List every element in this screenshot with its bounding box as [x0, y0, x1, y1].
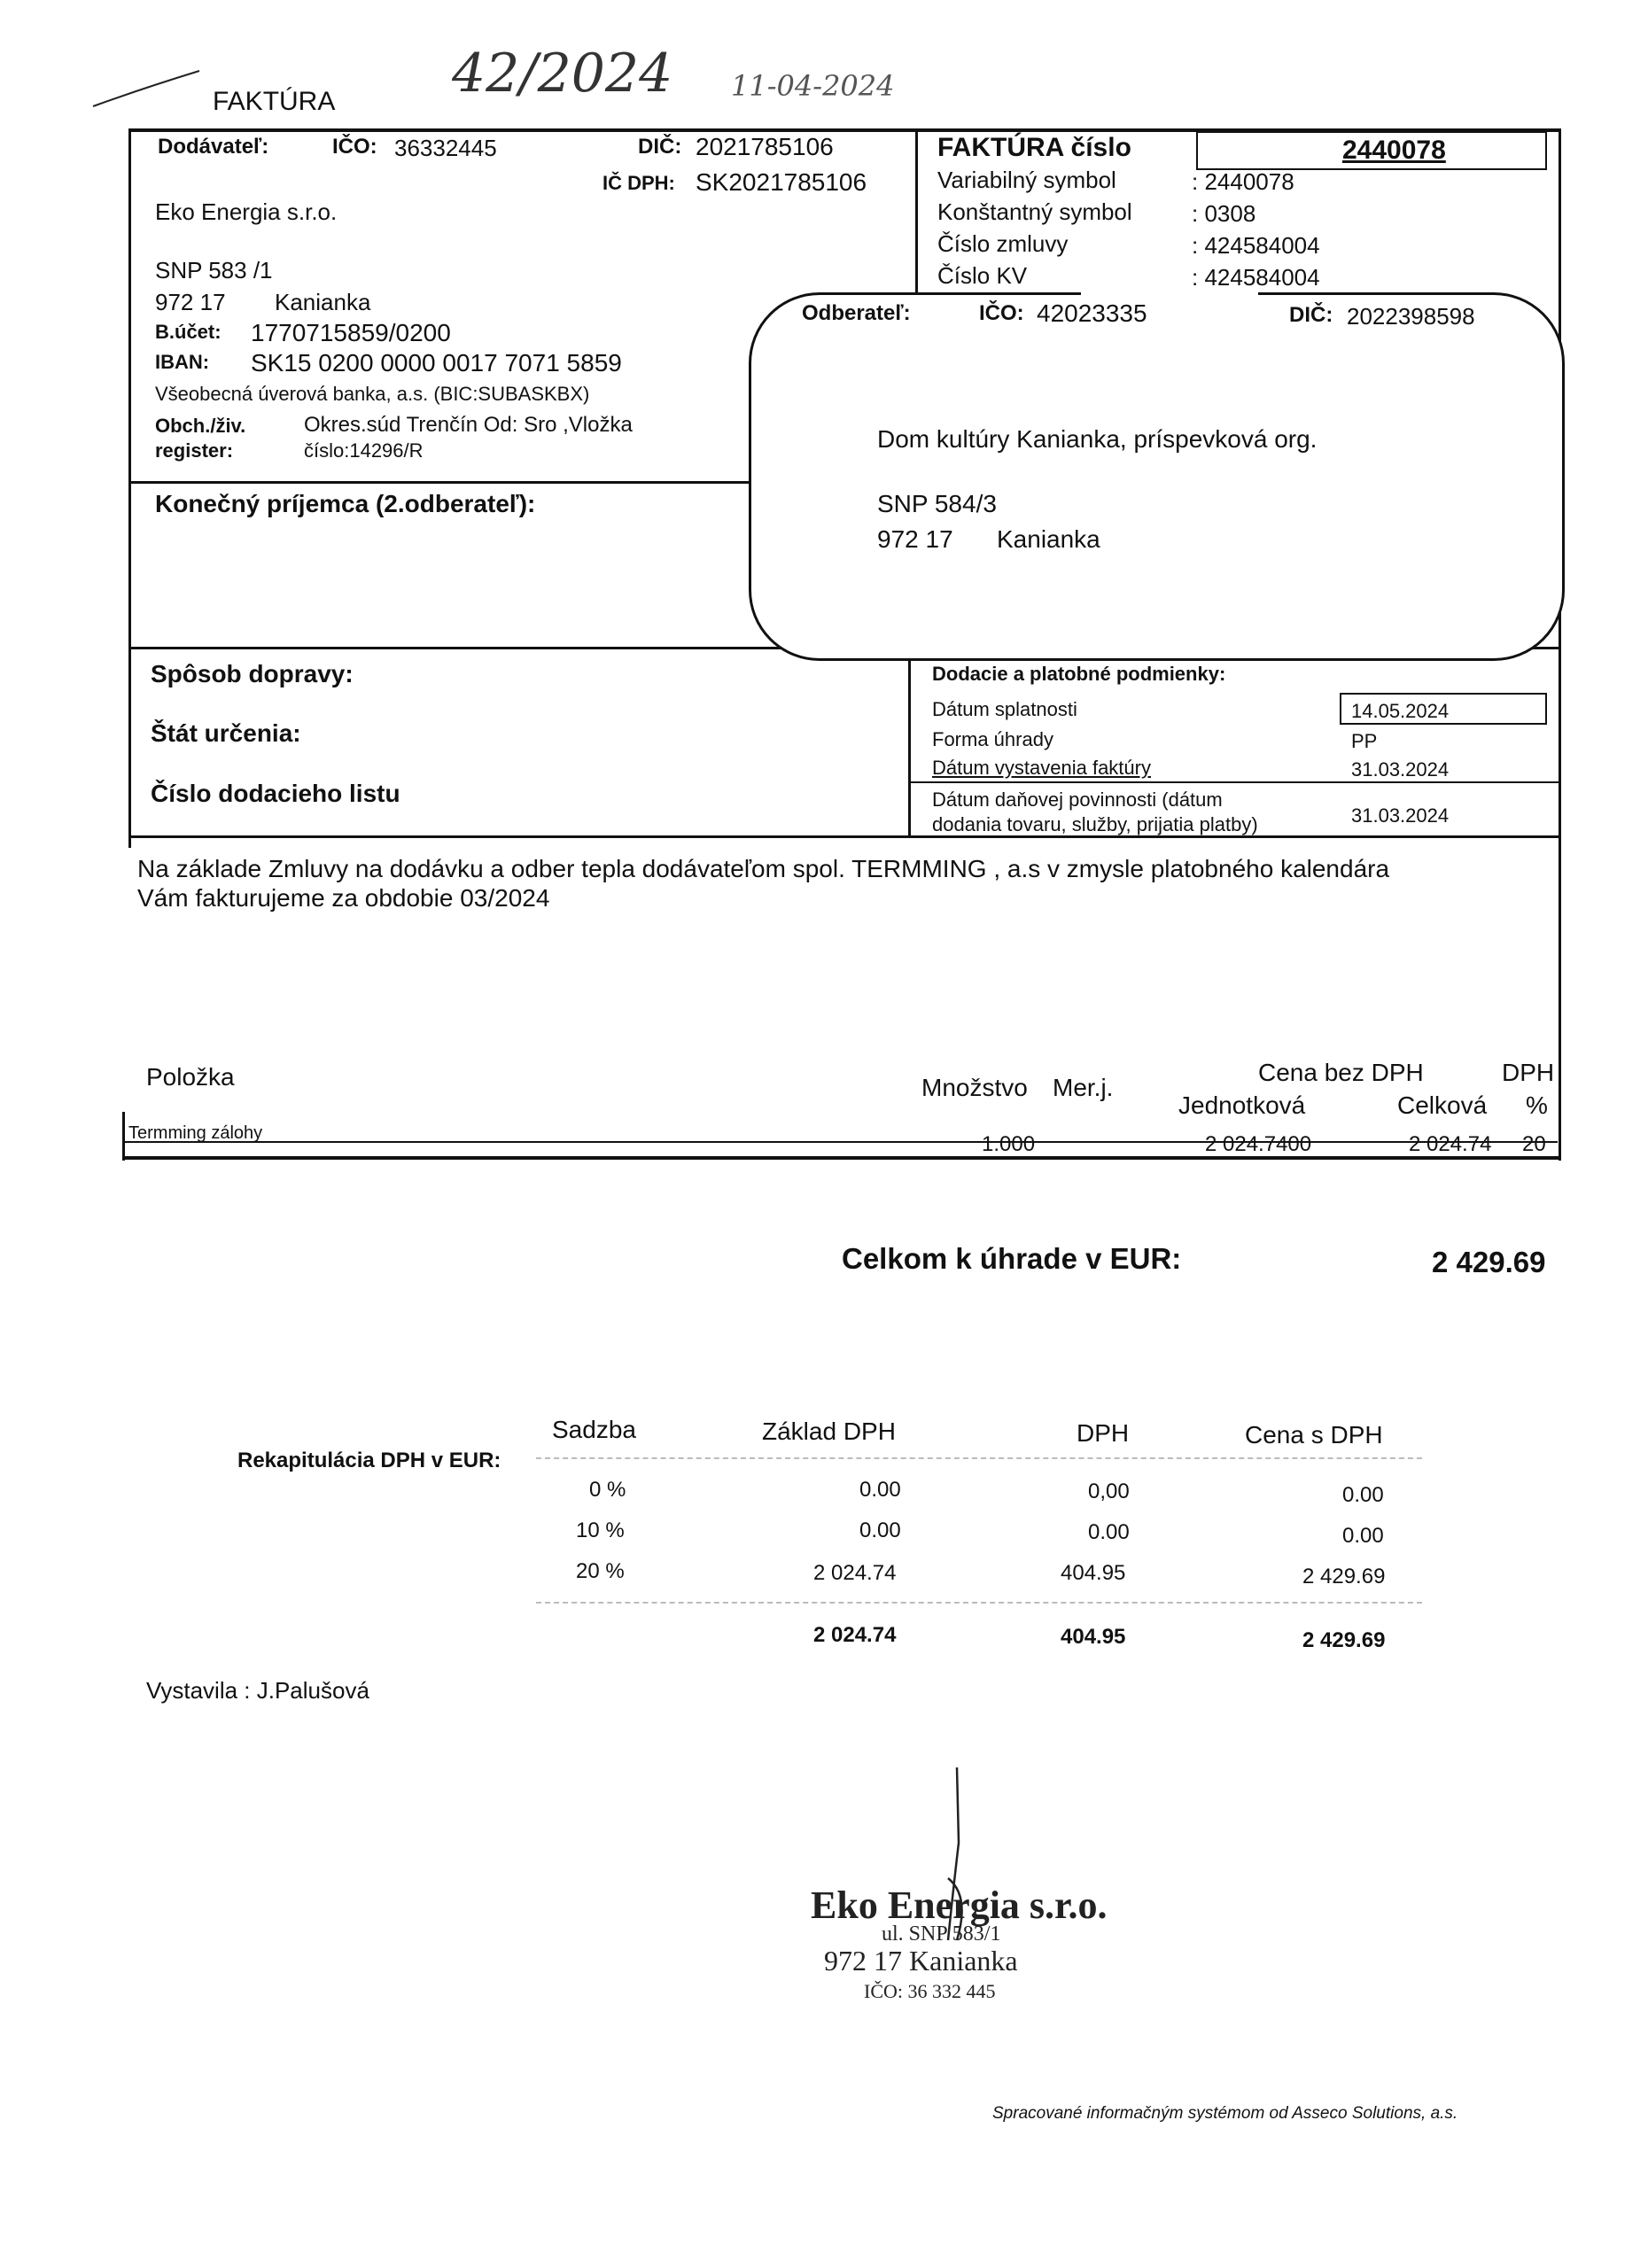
items-row-line	[122, 1141, 1558, 1143]
issue-date: 31.03.2024	[1351, 758, 1450, 781]
items-left-line	[122, 1112, 125, 1161]
customer-label: Odberateľ:	[802, 301, 911, 325]
recap-vat-2: 404.95	[1061, 1561, 1126, 1585]
stamp-street: ul. SNP 583/1	[882, 1922, 1001, 1946]
stamp-city: 972 17 Kanianka	[824, 1945, 1018, 1977]
recap-base-0: 0.00	[859, 1478, 901, 1502]
recap-label: Rekapitulácia DPH v EUR:	[237, 1449, 501, 1472]
supplier-account-label: B.účet:	[155, 321, 222, 343]
recap-header-vat: DPH	[1077, 1419, 1130, 1447]
total-value: 2 429.69	[1432, 1246, 1546, 1278]
supplier-register-value-2: číslo:14296/R	[304, 439, 424, 462]
received-stamp-date: 11-04-2024	[731, 69, 895, 103]
destination-state-label: Štát určenia:	[151, 719, 301, 747]
supplier-ico: 36332445	[394, 135, 497, 161]
contract-number-value: : 424584004	[1192, 232, 1320, 259]
total-label: Celkom k úhrade v EUR:	[842, 1242, 1182, 1275]
recap-vat-1: 0.00	[1088, 1520, 1130, 1544]
customer-dic-label: DIČ:	[1289, 303, 1333, 327]
tax-date-label-2: dodania tovaru, služby, prijatia platby)	[932, 813, 1258, 835]
kv-number-value: : 424584004	[1192, 264, 1320, 291]
terms-title: Dodacie a platobné podmienky:	[932, 663, 1226, 685]
due-date-label: Dátum splatnosti	[932, 698, 1077, 720]
issued-by: Vystavila : J.Palušová	[146, 1677, 369, 1704]
pen-stroke-mark	[89, 62, 204, 115]
invoice-number: 2440078	[1342, 136, 1446, 165]
terms-divider	[908, 647, 911, 837]
contract-number-label: Číslo zmluvy	[937, 230, 1069, 257]
customer-name: Dom kultúry Kanianka, príspevková org.	[877, 425, 1318, 453]
supplier-iban: SK15 0200 0000 0017 7071 5859	[251, 349, 622, 377]
document-title: FAKTÚRA	[213, 87, 336, 116]
customer-ico: 42023335	[1037, 299, 1147, 327]
recap-rate-1: 10 %	[576, 1518, 625, 1542]
col-qty-header: Množstvo	[921, 1074, 1028, 1101]
variable-symbol-value: : 2440078	[1192, 168, 1294, 195]
customer-ico-label: IČO:	[979, 301, 1024, 325]
issue-date-label: Dátum vystavenia faktúry	[932, 757, 1151, 779]
item-name: Termming zálohy	[128, 1123, 263, 1143]
final-recipient-label: Konečný príjemca (2.odberateľ):	[155, 490, 536, 517]
col-unit-price-header: Jednotková	[1178, 1091, 1306, 1119]
handwritten-number: 42/2024	[452, 43, 673, 105]
invoice-number-label: FAKTÚRA číslo	[937, 133, 1131, 162]
item-vat: 20	[1522, 1132, 1546, 1156]
tax-date: 31.03.2024	[1351, 804, 1450, 827]
recap-base-2: 2 024.74	[813, 1561, 897, 1585]
supplier-dic-label: DIČ:	[638, 135, 682, 159]
supplier-account: 1770715859/0200	[251, 319, 451, 346]
supplier-city: Kanianka	[275, 289, 371, 315]
supplier-ico-label: IČO:	[332, 135, 377, 159]
customer-dic: 2022398598	[1347, 303, 1475, 330]
supplier-register-label-1: Obch./živ.	[155, 415, 246, 437]
supplier-label: Dodávateľ:	[158, 135, 269, 159]
tax-date-label-1: Dátum daňovej povinnosti (dátum	[932, 788, 1223, 811]
recap-rate-0: 0 %	[589, 1478, 626, 1502]
col-vat-header: DPH	[1502, 1059, 1555, 1086]
recap-header-divider	[536, 1457, 1422, 1459]
recap-header-gross: Cena s DPH	[1245, 1421, 1383, 1449]
supplier-icdph-label: IČ DPH:	[602, 172, 675, 194]
recap-gross-1: 0.00	[1342, 1524, 1384, 1548]
recap-sum-vat: 404.95	[1061, 1625, 1126, 1649]
item-unit-price: 2 024.7400	[1205, 1132, 1312, 1156]
supplier-dic: 2021785106	[696, 133, 834, 160]
footer-note: Spracované informačným systémom od Asseco Solutions, a.s.	[992, 2104, 1458, 2123]
item-qty: 1.000	[982, 1132, 1036, 1156]
supplier-register-label-2: register:	[155, 439, 234, 462]
recap-header-rate: Sadzba	[552, 1416, 636, 1443]
supplier-register-value-1: Okres.súd Trenčín Od: Sro ,Vložka	[304, 413, 633, 437]
recap-gross-0: 0.00	[1342, 1483, 1384, 1507]
recap-header-base: Základ DPH	[762, 1418, 896, 1445]
customer-street: SNP 584/3	[877, 490, 997, 517]
col-item-header: Položka	[146, 1063, 235, 1091]
customer-box	[749, 292, 1565, 661]
register-divider	[128, 481, 758, 484]
due-date: 14.05.2024	[1351, 700, 1450, 722]
recap-sum-divider	[536, 1602, 1422, 1604]
constant-symbol-label: Konštantný symbol	[937, 198, 1132, 225]
delivery-note-label: Číslo dodacieho listu	[151, 780, 400, 807]
customer-zip: 972 17	[877, 525, 953, 553]
col-unit-header: Mer.j.	[1053, 1074, 1114, 1101]
recap-vat-0: 0,00	[1088, 1480, 1130, 1503]
customer-city: Kanianka	[997, 525, 1100, 553]
col-pct-header: %	[1526, 1091, 1548, 1119]
stamp-company: Eko Energia s.r.o.	[811, 1884, 1108, 1927]
kv-number-label: Číslo KV	[937, 262, 1028, 289]
items-bottom-line	[122, 1156, 1561, 1160]
col-price-header: Cena bez DPH	[1258, 1059, 1424, 1086]
supplier-name: Eko Energia s.r.o.	[155, 198, 338, 225]
supplier-iban-label: IBAN:	[155, 351, 210, 373]
item-total: 2 024.74	[1409, 1132, 1492, 1156]
frame-left-line	[128, 128, 131, 848]
recap-rate-2: 20 %	[576, 1559, 625, 1583]
transport-label: Spôsob dopravy:	[151, 660, 354, 687]
supplier-street: SNP 583 /1	[155, 257, 273, 284]
recap-sum-gross: 2 429.69	[1302, 1628, 1386, 1652]
description-top-line	[128, 835, 1561, 838]
supplier-zip: 972 17	[155, 289, 226, 315]
recap-gross-2: 2 429.69	[1302, 1565, 1386, 1588]
supplier-icdph: SK2021785106	[696, 168, 867, 196]
payment-form: PP	[1351, 730, 1378, 752]
description-line-1: Na základe Zmluvy na dodávku a odber tepla dodávateľom spol. TERMMING , a.s v zmysle platobného kalendára	[137, 855, 1390, 882]
tax-date-divider	[908, 781, 1561, 783]
supplier-invoice-divider	[915, 128, 918, 295]
supplier-bank: Všeobecná úverová banka, a.s. (BIC:SUBASKBX)	[155, 383, 590, 405]
payment-form-label: Forma úhrady	[932, 728, 1053, 750]
col-total-header: Celková	[1397, 1091, 1488, 1119]
variable-symbol-label: Variabilný symbol	[937, 167, 1116, 193]
constant-symbol-value: : 0308	[1192, 200, 1256, 227]
recap-base-1: 0.00	[859, 1518, 901, 1542]
recap-sum-base: 2 024.74	[813, 1623, 897, 1647]
stamp-ico: IČO: 36 332 445	[864, 1980, 996, 2002]
description-line-2: Vám fakturujeme za obdobie 03/2024	[137, 884, 550, 912]
frame-right-line	[1559, 128, 1561, 1161]
